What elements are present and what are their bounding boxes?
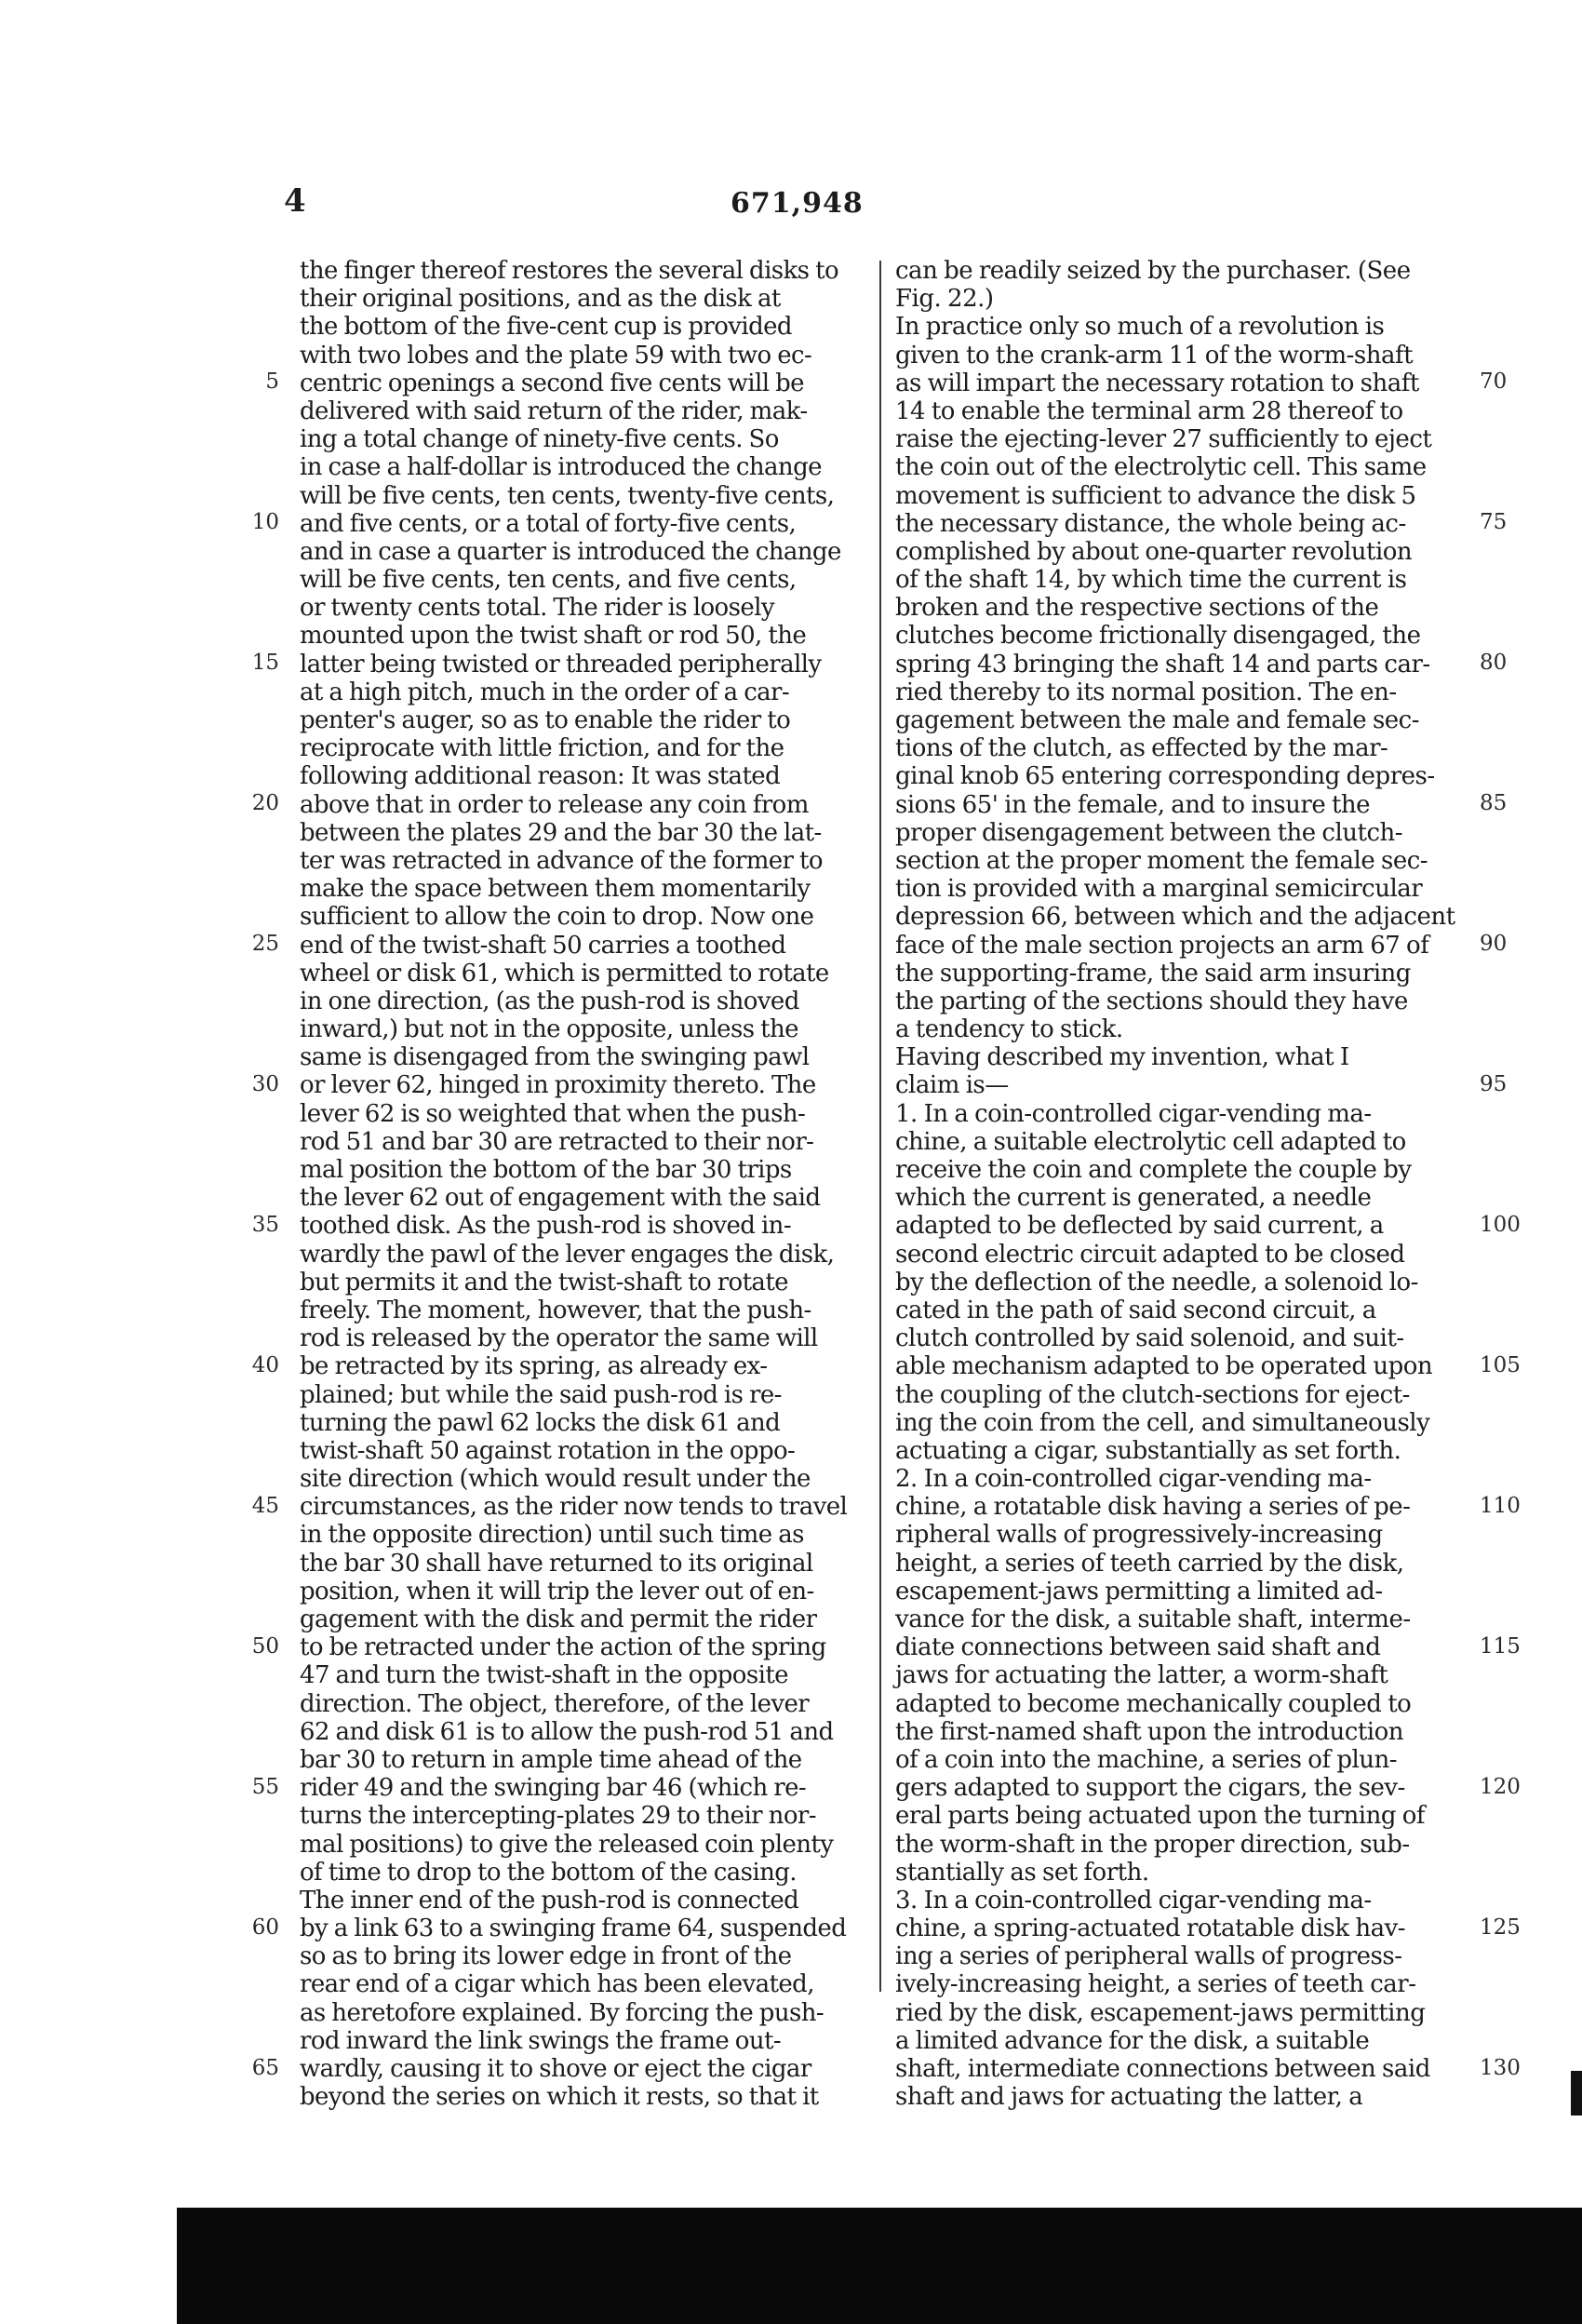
text-line: end of the twist-shaft 50 carries a toothed (300, 931, 786, 960)
text-line: but permits it and the twist-shaft to rotate (300, 1268, 788, 1296)
text-line: plained; but while the said push-rod is re- (300, 1380, 782, 1409)
text-line: between the plates 29 and the bar 30 the lat- (300, 818, 822, 847)
text-line: receive the coin and complete the couple by (895, 1156, 1412, 1184)
text-line: sions 65' in the female, and to insure the (895, 790, 1371, 819)
text-line: gagement between the male and female sec- (895, 706, 1420, 734)
line-number: 20 (251, 790, 279, 815)
page-number: 4 (284, 182, 306, 220)
text-line: direction. The object, therefore, of the lever (300, 1689, 810, 1718)
text-line: rear end of a cigar which has been elevated, (300, 1970, 814, 1999)
text-line: The inner end of the push-rod is connected (300, 1886, 799, 1914)
text-line: same is disengaged from the swinging pawl (300, 1043, 810, 1072)
line-number: 110 (1480, 1493, 1521, 1518)
text-line: clutches become frictionally disengaged, the (895, 622, 1421, 651)
line-number: 35 (251, 1212, 279, 1237)
text-line: chine, a rotatable disk having a series of pe- (895, 1493, 1411, 1522)
text-line: circumstances, as the rider now tends to travel (300, 1493, 848, 1522)
line-number: 95 (1480, 1071, 1508, 1096)
text-line: the finger thereof restores the several disks to (300, 257, 838, 285)
text-line: eral parts being actuated upon the turning of (895, 1802, 1426, 1831)
text-line: ripheral walls of progressively-increasing (895, 1521, 1383, 1550)
text-line: gagement with the disk and permit the rider (300, 1605, 817, 1633)
text-line: gers adapted to support the cigars, the sev- (895, 1774, 1405, 1803)
text-line: as heretofore explained. By forcing the push- (300, 1998, 825, 2027)
text-line: wardly the pawl of the lever engages the disk, (300, 1240, 835, 1269)
text-line: cated in the path of said second circuit, a (895, 1296, 1376, 1324)
text-line: adapted to be deflected by said current, a (895, 1212, 1384, 1241)
text-line: given to the crank-arm 11 of the worm-shaft (895, 341, 1414, 369)
text-line: rod inward the link swings the frame out- (300, 2026, 782, 2055)
text-line: 62 and disk 61 is to allow the push-rod 51 and (300, 1717, 834, 1746)
text-line: centric openings a second five cents will be (300, 369, 804, 397)
text-line: sufficient to allow the coin to drop. Now one (300, 903, 814, 932)
text-line: ried by the disk, escapement-jaws permitting (895, 1998, 1426, 2027)
text-line: rider 49 and the swinging bar 46 (which re- (300, 1774, 807, 1803)
text-line: section at the proper moment the female sec- (895, 846, 1428, 875)
text-line: able mechanism adapted to be operated upon (895, 1352, 1433, 1381)
text-line: be retracted by its spring, as already ex- (300, 1352, 768, 1381)
text-line: latter being twisted or threaded peripherally (300, 650, 822, 678)
line-number: 85 (1480, 790, 1508, 815)
text-line: in case a half-dollar is introduced the change (300, 453, 822, 482)
text-line: the first-named shaft upon the introduction (895, 1717, 1404, 1746)
text-line: bar 30 to return in ample time ahead of the (300, 1745, 802, 1774)
text-line: their original positions, and as the disk at (300, 285, 781, 314)
text-line: penter's auger, so as to enable the rider to (300, 706, 791, 734)
scan-bottom-border (177, 2208, 1582, 2324)
text-line: 1. In a coin-controlled cigar-vending ma- (895, 1099, 1372, 1128)
line-number: 90 (1480, 931, 1508, 956)
text-line: the coupling of the clutch-sections for eject- (895, 1380, 1410, 1409)
text-line: the bar 30 shall have returned to its original (300, 1549, 813, 1578)
text-line: turning the pawl 62 locks the disk 61 and (300, 1408, 781, 1437)
line-number: 40 (251, 1352, 279, 1377)
line-number: 130 (1480, 2055, 1521, 2080)
text-line: 14 to enable the terminal arm 28 thereof to (895, 396, 1403, 425)
text-line: which the current is generated, a needle (895, 1184, 1372, 1213)
text-line: mal positions) to give the released coin plenty (300, 1830, 834, 1859)
text-line: toothed disk. As the push-rod is shoved in- (300, 1212, 792, 1241)
scan-edge-mark (1571, 2071, 1582, 2116)
text-line: will be five cents, ten cents, and five cents, (300, 566, 797, 595)
text-line: clutch controlled by said solenoid, and suit- (895, 1324, 1404, 1353)
text-line: ter was retracted in advance of the former to (300, 846, 823, 875)
text-line: wardly, causing it to shove or eject the cigar (300, 2055, 811, 2083)
patent-number: 671,948 (731, 187, 864, 220)
line-number: 5 (265, 369, 279, 394)
line-number: 120 (1480, 1774, 1521, 1799)
text-line: can be readily seized by the purchaser. (See (895, 257, 1411, 285)
text-line: Fig. 22.) (895, 285, 994, 314)
text-line: actuating a cigar, substantially as set forth. (895, 1436, 1401, 1465)
text-line: following additional reason: It was stated (300, 762, 781, 791)
text-line: in the opposite direction) until such time as (300, 1521, 804, 1550)
line-number: 55 (251, 1774, 279, 1799)
text-line: twist-shaft 50 against rotation in the oppo- (300, 1436, 796, 1465)
text-line: ing a series of peripheral walls of progress- (895, 1942, 1402, 1971)
text-line: will be five cents, ten cents, twenty-five cents, (300, 481, 835, 510)
text-line: raise the ejecting-lever 27 sufficiently to eject (895, 425, 1432, 454)
text-line: broken and the respective sections of the (895, 594, 1379, 623)
text-line: stantially as set forth. (895, 1858, 1149, 1887)
text-line: height, a series of teeth carried by the disk, (895, 1549, 1404, 1578)
text-line: beyond the series on which it rests, so that it (300, 2083, 819, 2112)
text-line: reciprocate with little friction, and for the (300, 734, 784, 763)
text-line: the worm-shaft in the proper direction, sub- (895, 1830, 1410, 1859)
line-number: 70 (1480, 369, 1508, 394)
column-divider (879, 261, 881, 1992)
text-line: adapted to become mechanically coupled to (895, 1689, 1412, 1718)
text-line: shaft, intermediate connections between said (895, 2055, 1430, 2083)
text-line: the necessary distance, the whole being ac- (895, 509, 1406, 538)
text-line: claim is— (895, 1071, 1009, 1100)
line-number: 105 (1480, 1352, 1521, 1377)
text-line: 2. In a coin-controlled cigar-vending ma- (895, 1465, 1372, 1494)
text-line: a limited advance for the disk, a suitable (895, 2026, 1370, 2055)
text-line: or lever 62, hinged in proximity thereto. The (300, 1071, 816, 1100)
text-line: face of the male section projects an arm 67 of (895, 931, 1429, 960)
text-line: movement is sufficient to advance the disk 5 (895, 481, 1416, 510)
left-text-column (300, 257, 875, 2111)
text-line: to be retracted under the action of the spring (300, 1633, 826, 1662)
text-line: by the deflection of the needle, a solenoid lo- (895, 1268, 1418, 1296)
line-number: 45 (251, 1493, 279, 1518)
line-number: 30 (251, 1071, 279, 1096)
text-line: Having described my invention, what I (895, 1043, 1349, 1072)
text-line: chine, a suitable electrolytic cell adapted to (895, 1127, 1406, 1156)
line-number: 50 (251, 1633, 279, 1659)
text-line: or twenty cents total. The rider is loosely (300, 594, 774, 623)
line-number: 25 (251, 931, 279, 956)
text-line: a tendency to stick. (895, 1015, 1123, 1044)
text-line: of the shaft 14, by which time the current is (895, 566, 1407, 595)
text-line: the supporting-frame, the said arm insuring (895, 959, 1411, 987)
text-line: vance for the disk, a suitable shaft, interme- (895, 1605, 1411, 1633)
text-line: tions of the clutch, as effected by the mar- (895, 734, 1388, 763)
text-line: freely. The moment, however, that the push- (300, 1296, 811, 1324)
text-line: and in case a quarter is introduced the change (300, 537, 841, 566)
text-line: mal position the bottom of the bar 30 trips (300, 1156, 792, 1184)
text-line: position, when it will trip the lever out of en- (300, 1577, 814, 1605)
line-number: 10 (251, 509, 279, 534)
text-line: 3. In a coin-controlled cigar-vending ma- (895, 1886, 1372, 1914)
text-line: by a link 63 to a swinging frame 64, suspended (300, 1914, 847, 1943)
line-number: 100 (1480, 1212, 1521, 1237)
text-line: ively-increasing height, a series of teeth car- (895, 1970, 1416, 1999)
line-number: 125 (1480, 1914, 1521, 1940)
text-line: tion is provided with a marginal semicircular (895, 875, 1423, 904)
text-line: turns the intercepting-plates 29 to their nor- (300, 1802, 816, 1831)
text-line: jaws for actuating the latter, a worm-shaft (895, 1661, 1388, 1690)
text-line: as will impart the necessary rotation to shaft (895, 369, 1419, 397)
text-line: above that in order to release any coin from (300, 790, 809, 819)
text-line: so as to bring its lower edge in front of the (300, 1942, 792, 1971)
text-line: site direction (which would result under the (300, 1465, 811, 1494)
text-line: and five cents, or a total of forty-five cents, (300, 509, 797, 538)
text-line: ing the coin from the cell, and simultaneously (895, 1408, 1430, 1437)
line-number: 65 (251, 2055, 279, 2080)
text-line: proper disengagement between the clutch- (895, 818, 1403, 847)
right-text-column (895, 257, 1470, 2111)
text-line: shaft and jaws for actuating the latter, a (895, 2083, 1363, 2112)
text-line: at a high pitch, much in the order of a car- (300, 678, 790, 706)
text-line: the coin out of the electrolytic cell. This same (895, 453, 1427, 482)
text-line: spring 43 bringing the shaft 14 and parts car- (895, 650, 1430, 678)
text-line: ried thereby to its normal position. The en- (895, 678, 1397, 706)
text-line: lever 62 is so weighted that when the push- (300, 1099, 806, 1128)
line-number: 75 (1480, 509, 1508, 534)
text-line: with two lobes and the plate 59 with two ec- (300, 341, 812, 369)
text-line: wheel or disk 61, which is permitted to rotate (300, 959, 829, 987)
text-line: mounted upon the twist shaft or rod 50, the (300, 622, 807, 651)
line-number: 15 (251, 650, 279, 675)
line-number: 80 (1480, 650, 1508, 675)
text-line: chine, a spring-actuated rotatable disk hav- (895, 1914, 1406, 1943)
text-line: ing a total change of ninety-five cents. So (300, 425, 779, 454)
text-line: of time to drop to the bottom of the casing. (300, 1858, 797, 1887)
line-number: 60 (251, 1914, 279, 1940)
text-line: diate connections between said shaft and (895, 1633, 1381, 1662)
text-line: In practice only so much of a revolution is (895, 313, 1385, 342)
text-line: in one direction, (as the push-rod is shoved (300, 987, 799, 1015)
text-line: rod 51 and bar 30 are retracted to their nor- (300, 1127, 814, 1156)
text-line: delivered with said return of the rider, mak- (300, 396, 808, 425)
text-line: rod is released by the operator the same will (300, 1324, 818, 1353)
text-line: escapement-jaws permitting a limited ad- (895, 1577, 1383, 1605)
text-line: the parting of the sections should they have (895, 987, 1408, 1015)
text-line: inward,) but not in the opposite, unless the (300, 1015, 798, 1044)
text-line: the lever 62 out of engagement with the said (300, 1184, 821, 1213)
text-line: make the space between them momentarily (300, 875, 811, 904)
text-line: second electric circuit adapted to be closed (895, 1240, 1405, 1269)
text-line: 47 and turn the twist-shaft in the opposite (300, 1661, 788, 1690)
text-line: of a coin into the machine, a series of plun- (895, 1745, 1398, 1774)
text-line: complished by about one-quarter revolution (895, 537, 1413, 566)
line-number: 115 (1480, 1633, 1521, 1659)
text-line: ginal knob 65 entering corresponding depres- (895, 762, 1435, 791)
text-line: depression 66, between which and the adjacent (895, 903, 1455, 932)
text-line: the bottom of the five-cent cup is provided (300, 313, 792, 342)
